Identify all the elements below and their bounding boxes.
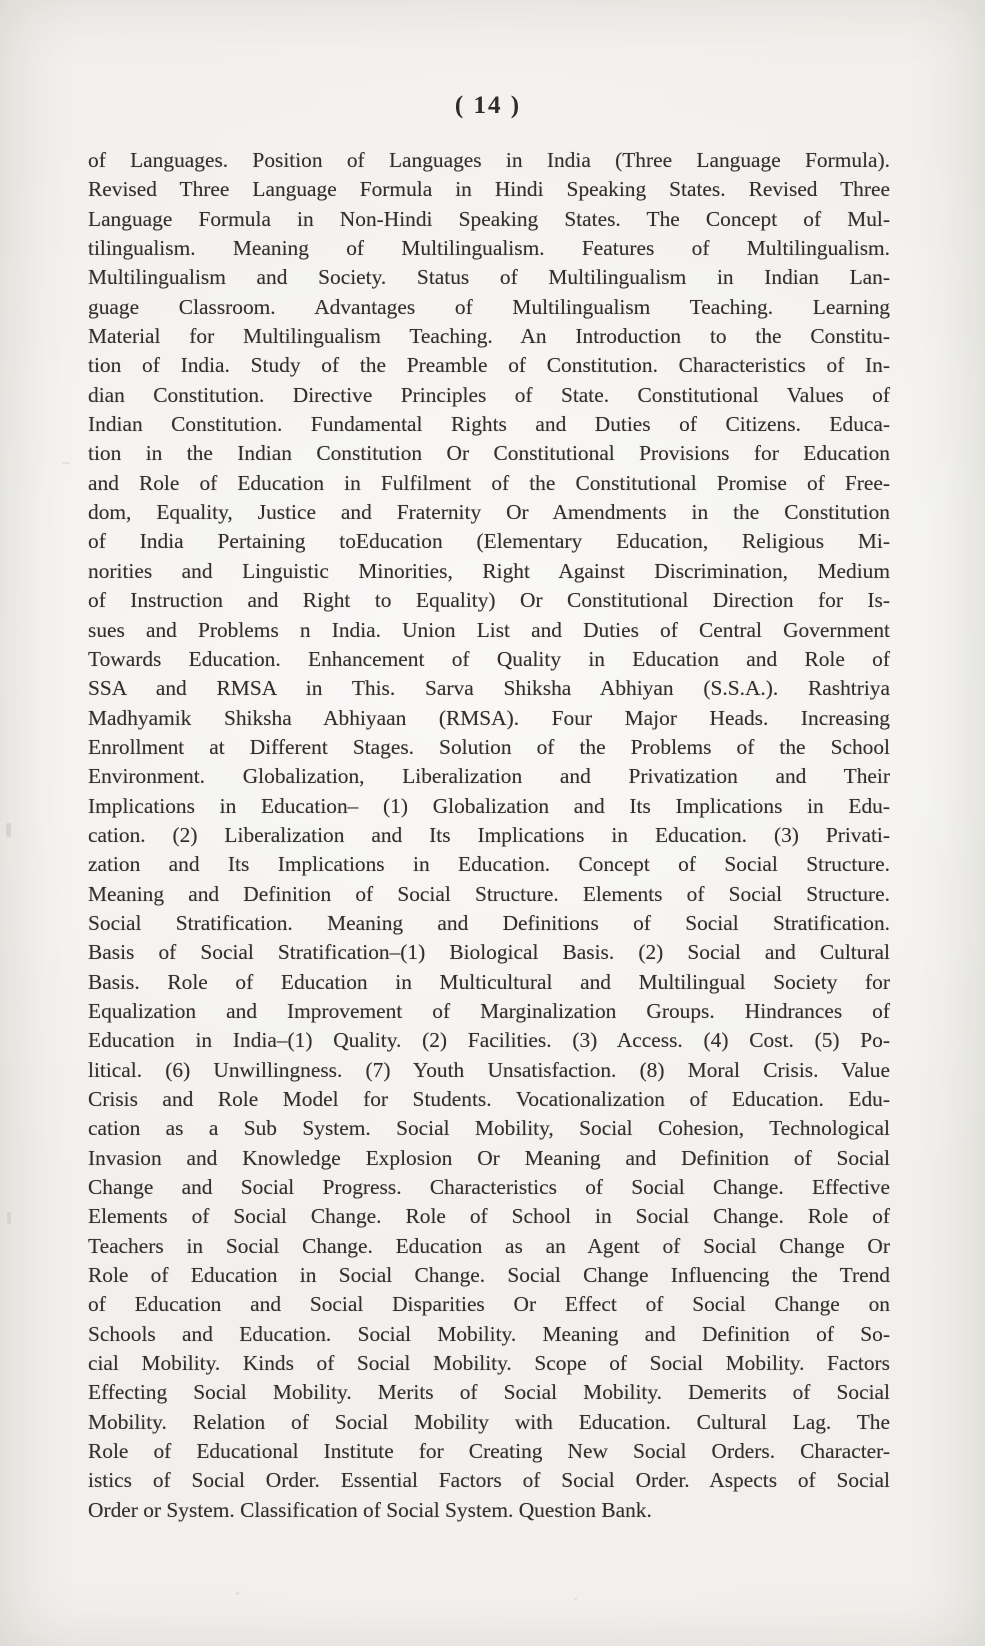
- text-line: Revised Three Language Formula in Hindi Speaking States. Revised Three: [88, 177, 890, 202]
- text-line: Basis. Role of Education in Multicultural and Multilingual Society for: [88, 969, 890, 994]
- text-line: cial Mobility. Kinds of Social Mobility. Scope of Social Mobility. Factors: [88, 1351, 890, 1376]
- text-line: Material for Multilingualism Teaching. An Introduction to the Constitu-: [88, 324, 890, 349]
- text-line: tilingualism. Meaning of Multilingualism. Features of Multilingualism.: [88, 236, 890, 261]
- text-line: Invasion and Knowledge Explosion Or Meaning and Definition of Social: [88, 1145, 890, 1170]
- text-line: of Education and Social Disparities Or Effect of Social Change on: [88, 1292, 890, 1317]
- text-line: Implications in Education– (1) Globalization and Its Implications in Edu-: [88, 793, 890, 818]
- scan-artifact: [7, 1212, 11, 1224]
- scan-artifact: [62, 462, 70, 464]
- text-line: Social Stratification. Meaning and Definitions of Social Stratification.: [88, 910, 890, 935]
- body-text: [88, 146, 890, 1525]
- text-line: Effecting Social Mobility. Merits of Social Mobility. Demerits of Social: [88, 1380, 890, 1405]
- text-line: sues and Problems n India. Union List and Duties of Central Government: [88, 617, 890, 642]
- text-line: Role of Educational Institute for Creating New Social Orders. Character-: [88, 1439, 890, 1464]
- text-line: cation as a Sub System. Social Mobility, Social Cohesion, Technological: [88, 1116, 890, 1141]
- text-line: of Languages. Position of Languages in India (Three Language Formula).: [88, 148, 890, 172]
- text-line: Enrollment at Different Stages. Solution of the Problems of the School: [88, 734, 890, 759]
- text-line: istics of Social Order. Essential Factors of Social Order. Aspects of Social: [88, 1468, 890, 1493]
- text-line: tion in the Indian Constitution Or Constitutional Provisions for Education: [88, 441, 890, 466]
- text-line: Indian Constitution. Fundamental Rights and Duties of Citizens. Educa-: [88, 412, 890, 437]
- text-line: Change and Social Progress. Characteristics of Social Change. Effective: [88, 1175, 890, 1200]
- text-line: and Role of Education in Fulfilment of the Constitutional Promise of Free-: [88, 470, 890, 495]
- text-line: Towards Education. Enhancement of Quality in Education and Role of: [88, 646, 890, 671]
- text-line: Environment. Globalization, Liberalization and Privatization and Their: [88, 764, 890, 789]
- text-line: Language Formula in Non-Hindi Speaking States. The Concept of Mul-: [88, 206, 890, 231]
- text-line: zation and Its Implications in Education. Concept of Social Structure.: [88, 852, 890, 877]
- text-line: of India Pertaining toEducation (Elementary Education, Religious Mi-: [88, 529, 890, 554]
- text-line: Teachers in Social Change. Education as an Agent of Social Change Or: [88, 1233, 890, 1258]
- text-line: dian Constitution. Directive Principles of State. Constitutional Values of: [88, 382, 890, 407]
- text-line: Crisis and Role Model for Students. Vocationalization of Education. Edu-: [88, 1087, 890, 1111]
- text-line: tion of India. Study of the Preamble of Constitution. Characteristics of In-: [88, 353, 890, 378]
- text-line: cation. (2) Liberalization and Its Implications in Education. (3) Privati-: [88, 822, 890, 847]
- text-line: norities and Linguistic Minorities, Right Against Discrimination, Medium: [88, 558, 890, 583]
- scan-artifact: [574, 1598, 577, 1600]
- text-line: Schools and Education. Social Mobility. Meaning and Definition of So-: [88, 1321, 890, 1346]
- text-line: Madhyamik Shiksha Abhiyaan (RMSA). Four Major Heads. Increasing: [88, 705, 890, 730]
- text-line: of Instruction and Right to Equality) Or Constitutional Direction for Is-: [88, 588, 890, 613]
- page-number: ( 14 ): [454, 92, 522, 119]
- text-line: Order or System. Classification of Social System. Question Bank.: [88, 1497, 652, 1522]
- text-line: Multilingualism and Society. Status of Multilingualism in Indian Lan-: [88, 265, 890, 290]
- text-line: Meaning and Definition of Social Structure. Elements of Social Structure.: [88, 881, 890, 906]
- text-line: Role of Education in Social Change. Social Change Influencing the Trend: [88, 1263, 890, 1288]
- text-line: Education in India–(1) Quality. (2) Facilities. (3) Access. (4) Cost. (5) Po-: [88, 1028, 890, 1053]
- text-line: dom, Equality, Justice and Fraternity Or Amendments in the Constitution: [88, 500, 890, 525]
- text-line: Elements of Social Change. Role of School in Social Change. Role of: [88, 1204, 890, 1229]
- text-line: SSA and RMSA in This. Sarva Shiksha Abhiyan (S.S.A.). Rashtriya: [88, 676, 890, 701]
- scan-artifact: [6, 823, 11, 837]
- text-line: litical. (6) Unwillingness. (7) Youth Unsatisfaction. (8) Moral Crisis. Value: [88, 1057, 890, 1082]
- text-line: Basis of Social Stratification–(1) Biological Basis. (2) Social and Cultural: [88, 940, 890, 965]
- text-line: Equalization and Improvement of Marginalization Groups. Hindrances of: [88, 998, 890, 1023]
- text-line: guage Classroom. Advantages of Multilingualism Teaching. Learning: [88, 294, 890, 319]
- scan-artifact: [236, 1592, 239, 1595]
- text-line: Mobility. Relation of Social Mobility with Education. Cultural Lag. The: [88, 1409, 890, 1434]
